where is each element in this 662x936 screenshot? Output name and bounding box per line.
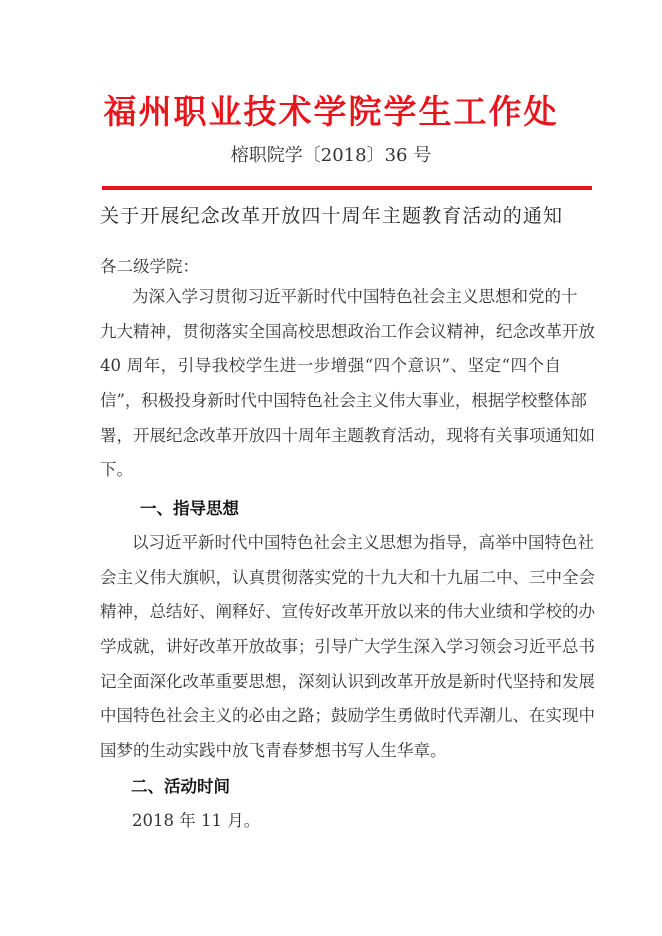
paragraph-line: 会主义伟大旗帜，认真贯彻落实党的十九大和十九届二中、三中全会 [100, 568, 595, 587]
paragraph-line: 中国特色社会主义的必由之路；鼓励学生勇做时代弄潮儿、在实现中 [100, 706, 595, 725]
document-subject: 关于开展纪念改革开放四十周年主题教育活动的通知 [100, 205, 562, 227]
paragraph-line: 信”，积极投身新时代中国特色社会主义伟大事业，根据学校整体部 [100, 391, 587, 410]
paragraph-line: 学成就，讲好改革开放故事；引导广大学生深入学习领会习近平总书 [100, 637, 595, 656]
paragraph-line: 国梦的生动实践中放飞青春梦想书写人生华章。 [100, 741, 447, 760]
issuing-organization-title: 福州职业技术学院学生工作处 [103, 92, 559, 131]
paragraph-line: 以习近平新时代中国特色社会主义思想为指导，高举中国特色社 [132, 533, 594, 552]
paragraph-line: 40 周年，引导我校学生进一步增强“四个意识”、坚定“四个自 [100, 356, 561, 375]
section-heading-guiding-ideology: 一、指导思想 [140, 499, 239, 518]
document-number: 榕职院学〔2018〕36 号 [230, 145, 432, 166]
paragraph-line: 精神，总结好、阐释好、宣传好改革开放以来的伟大业绩和学校的办 [100, 602, 595, 621]
activity-time-text: 2018 年 11 月。 [132, 811, 261, 830]
paragraph-line: 九大精神，贯彻落实全国高校思想政治工作会议精神，纪念改革开放 [100, 322, 595, 341]
section-heading-activity-time: 二、活动时间 [131, 777, 230, 796]
paragraph-line: 下。 [100, 460, 133, 479]
paragraph-line: 记全面深化改革重要思想，深刻认识到改革开放是新时代坚持和发展 [100, 672, 595, 691]
salutation: 各二级学院： [100, 257, 199, 276]
paragraph-line: 署，开展纪念改革开放四十周年主题教育活动，现将有关事项通知如 [100, 426, 595, 445]
red-divider [102, 186, 592, 190]
paragraph-line: 为深入学习贯彻习近平新时代中国特色社会主义思想和党的十 [132, 287, 578, 306]
